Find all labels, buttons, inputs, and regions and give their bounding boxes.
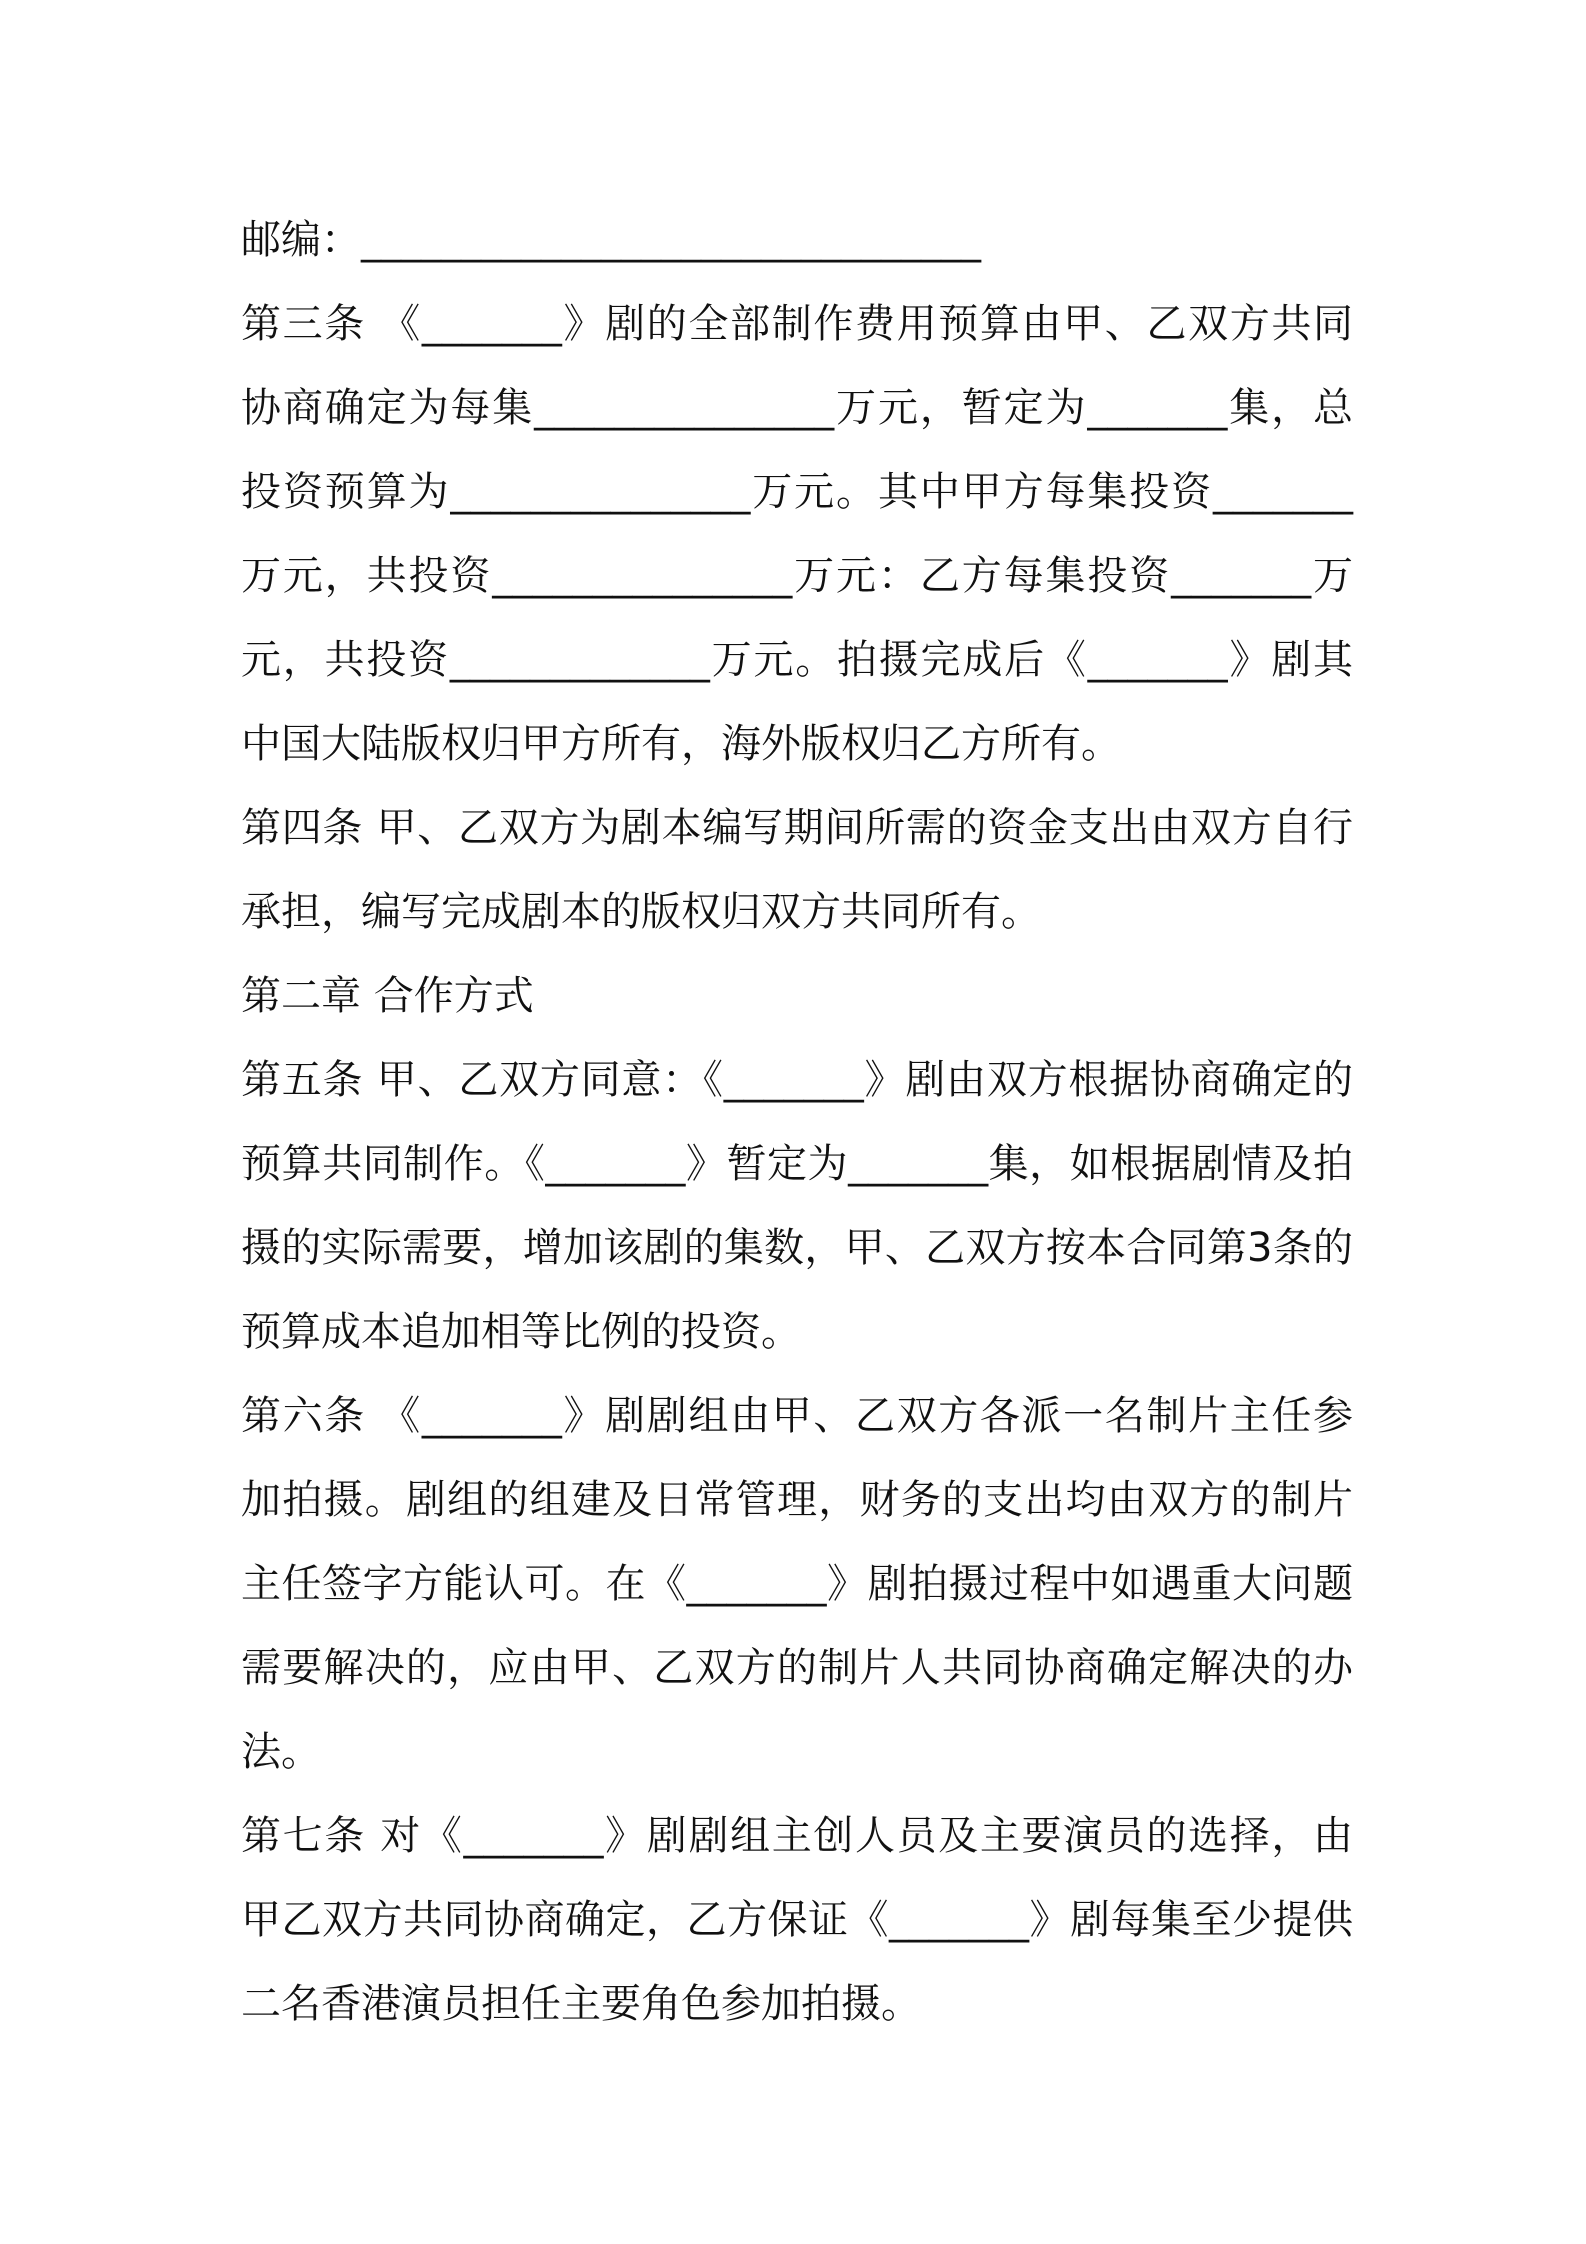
article-4: 第四条 甲、乙双方为剧本编写期间所需的资金支出由双方自行承担，编写完成剧本的版权归双方共同所有。 xyxy=(241,805,1353,935)
document-body xyxy=(241,198,1353,2046)
article-6: 第六条 《_______》剧剧组由甲、乙双方各派一名制片主任参加拍摄。剧组的组建及日常管理，财务的支出均由双方的制片主任签字方能认可。在《_______》剧拍摄过程中如遇重大问题需要解决的，应由甲、乙双方的制片人共同协商确定解决的办法。 xyxy=(241,1393,1353,1775)
article-5: 第五条 甲、乙双方同意：《_______》剧由双方根据协商确定的预算共同制作。《_______》暂定为_______集，如根据剧情及拍摄的实际需要，增加该剧的集数，甲、乙双方按本合同第3条的预算成本追加相等比例的投资。 xyxy=(241,1057,1353,1355)
article-7: 第七条 对《_______》剧剧组主创人员及主要演员的选择，由甲乙双方共同协商确定，乙方保证《_______》剧每集至少提供二名香港演员担任主要角色参加拍摄。 xyxy=(241,1813,1353,2027)
article-3: 第三条 《_______》剧的全部制作费用预算由甲、乙双方共同协商确定为每集_______________万元，暂定为_______集，总投资预算为_______________万元。其中甲方每集投资_______万元，共投资_______________万元：乙方每集投资_______万元，共投资_____________万元。拍摄完成后《_______》剧其中国大陆版权归甲方所有，海外版权归乙方所有。 xyxy=(241,301,1353,767)
chapter-2-heading: 第二章 合作方式 xyxy=(241,973,534,1019)
postcode-line: 邮编：_______________________________ xyxy=(241,217,981,263)
